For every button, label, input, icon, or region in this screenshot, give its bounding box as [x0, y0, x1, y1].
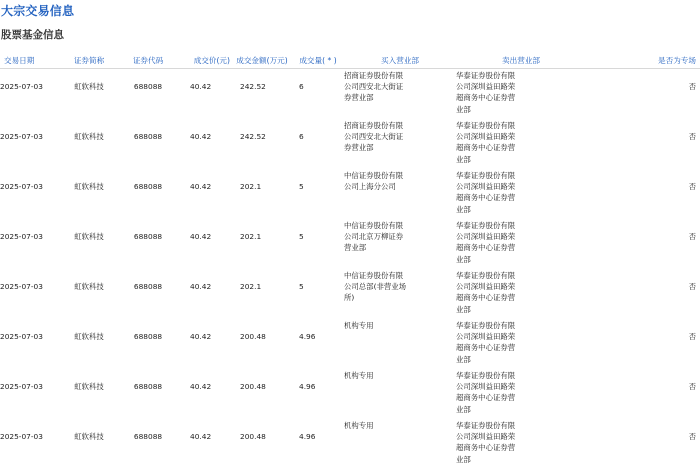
- cell-buyer-branch-text: 中信证券股份有限公司北京万柳证券营业部: [344, 221, 404, 253]
- cell-buyer-branch-text: 机构专用: [344, 321, 374, 330]
- cell-seller-branch-text: 华泰证券股份有限公司深圳益田路荣超商务中心证券营业部: [456, 171, 516, 214]
- cell-seller-branch: [456, 369, 586, 419]
- cell-security-code-text: 688088: [133, 82, 163, 91]
- cell-is-block-text: 否: [688, 332, 696, 341]
- cell-trade-amount-text: 202.1: [240, 182, 262, 191]
- cell-is-block: [586, 69, 700, 120]
- cell-security-name: [60, 319, 118, 369]
- cell-trade-date: [0, 269, 60, 319]
- cell-security-name: [60, 119, 118, 169]
- cell-security-code: [118, 169, 178, 219]
- cell-seller-branch-text: 华泰证券股份有限公司深圳益田路荣超商务中心证券营业部: [456, 121, 516, 164]
- cell-is-block-text: 否: [688, 82, 696, 91]
- header-is-block[interactable]: 是否为专场: [586, 52, 700, 69]
- table-row: [0, 169, 700, 219]
- cell-buyer-branch: [344, 369, 456, 419]
- cell-seller-branch-text: 华泰证券股份有限公司深圳益田路荣超商务中心证券营业部: [456, 321, 516, 364]
- cell-security-name-text: 虹软科技: [74, 182, 104, 191]
- cell-buyer-branch-text: 机构专用: [344, 421, 374, 430]
- cell-trade-amount: [232, 119, 292, 169]
- cell-is-block: [586, 319, 700, 369]
- cell-security-code: [118, 219, 178, 269]
- cell-trade-amount-text: 200.48: [240, 432, 266, 441]
- cell-is-block-text: 否: [688, 282, 696, 291]
- cell-security-name: [60, 369, 118, 419]
- cell-trade-volume: [292, 269, 344, 319]
- header-trade-date[interactable]: 交易日期: [0, 52, 60, 69]
- cell-trade-price-text: 40.42: [190, 82, 212, 91]
- cell-trade-date: [0, 369, 60, 419]
- cell-trade-volume-text: 5: [299, 282, 304, 291]
- cell-trade-price-text: 40.42: [190, 132, 212, 141]
- table-row: [0, 69, 700, 120]
- cell-trade-amount: [232, 369, 292, 419]
- cell-buyer-branch-text: 机构专用: [344, 371, 374, 380]
- cell-seller-branch-text: 华泰证券股份有限公司深圳益田路荣超商务中心证券营业部: [456, 421, 516, 464]
- cell-trade-date-text: 2025-07-03: [0, 432, 43, 441]
- cell-buyer-branch-text: 中信证券股份有限公司总部(非营业场所): [344, 271, 407, 303]
- cell-seller-branch: [456, 169, 586, 219]
- cell-trade-date-text: 2025-07-03: [0, 382, 43, 391]
- cell-buyer-branch: [344, 219, 456, 269]
- cell-trade-volume-text: 4.96: [299, 382, 316, 391]
- cell-buyer-branch: [344, 269, 456, 319]
- table-row: [0, 119, 700, 169]
- table-header: [0, 52, 700, 69]
- cell-security-code: [118, 319, 178, 369]
- cell-trade-volume: [292, 369, 344, 419]
- cell-trade-date: [0, 119, 60, 169]
- cell-trade-amount: [232, 269, 292, 319]
- cell-seller-branch: [456, 69, 586, 120]
- cell-trade-price-text: 40.42: [190, 382, 212, 391]
- cell-trade-amount: [232, 419, 292, 469]
- header-trade-amount[interactable]: 成交金额(万元): [232, 52, 292, 69]
- cell-trade-volume: [292, 169, 344, 219]
- cell-security-code: [118, 269, 178, 319]
- cell-trade-price-text: 40.42: [190, 432, 212, 441]
- cell-security-name-text: 虹软科技: [74, 82, 104, 91]
- cell-is-block-text: 否: [688, 432, 696, 441]
- cell-security-code-text: 688088: [133, 232, 163, 241]
- cell-security-name: [60, 169, 118, 219]
- cell-trade-date: [0, 69, 60, 120]
- cell-is-block: [586, 119, 700, 169]
- cell-trade-price: [178, 69, 232, 120]
- cell-trade-volume-text: 6: [299, 82, 304, 91]
- cell-security-code-text: 688088: [133, 332, 163, 341]
- cell-security-name-text: 虹软科技: [74, 432, 104, 441]
- cell-trade-amount-text: 200.48: [240, 382, 266, 391]
- cell-trade-date: [0, 319, 60, 369]
- cell-buyer-branch-text: 招商证券股份有限公司西安北大街证券营业部: [344, 71, 404, 103]
- cell-trade-amount: [232, 219, 292, 269]
- cell-trade-date: [0, 419, 60, 469]
- header-trade-price[interactable]: 成交价(元): [178, 52, 232, 69]
- header-trade-volume[interactable]: 成交量( * ): [292, 52, 344, 69]
- cell-seller-branch-text: 华泰证券股份有限公司深圳益田路荣超商务中心证券营业部: [456, 221, 516, 264]
- cell-is-block: [586, 369, 700, 419]
- cell-security-code-text: 688088: [133, 382, 163, 391]
- cell-seller-branch-text: 华泰证券股份有限公司深圳益田路荣超商务中心证券营业部: [456, 71, 516, 114]
- cell-security-name: [60, 219, 118, 269]
- cell-security-code-text: 688088: [133, 132, 163, 141]
- page-title: 大宗交易信息: [1, 4, 75, 18]
- cell-security-name-text: 虹软科技: [74, 332, 104, 341]
- header-buyer-branch[interactable]: 买入营业部: [344, 52, 456, 69]
- cell-trade-date-text: 2025-07-03: [0, 132, 43, 141]
- table-row: [0, 219, 700, 269]
- cell-buyer-branch: [344, 119, 456, 169]
- cell-trade-date-text: 2025-07-03: [0, 82, 43, 91]
- cell-seller-branch-text: 华泰证券股份有限公司深圳益田路荣超商务中心证券营业部: [456, 271, 516, 314]
- cell-buyer-branch-text: 中信证券股份有限公司上海分公司: [344, 171, 404, 192]
- cell-is-block-text: 否: [688, 132, 696, 141]
- cell-security-code: [118, 369, 178, 419]
- cell-security-name-text: 虹软科技: [74, 382, 104, 391]
- cell-security-name: [60, 69, 118, 120]
- cell-trade-amount-text: 242.52: [240, 82, 266, 91]
- cell-trade-amount: [232, 69, 292, 120]
- cell-trade-volume-text: 6: [299, 132, 304, 141]
- cell-seller-branch: [456, 419, 586, 469]
- table-row: [0, 369, 700, 419]
- cell-trade-price: [178, 169, 232, 219]
- cell-trade-amount: [232, 169, 292, 219]
- cell-buyer-branch: [344, 169, 456, 219]
- cell-trade-price-text: 40.42: [190, 182, 212, 191]
- cell-trade-price: [178, 119, 232, 169]
- cell-trade-volume-text: 5: [299, 232, 304, 241]
- cell-trade-price: [178, 269, 232, 319]
- cell-trade-volume: [292, 69, 344, 120]
- cell-security-name-text: 虹软科技: [74, 232, 104, 241]
- cell-trade-price: [178, 369, 232, 419]
- cell-is-block: [586, 419, 700, 469]
- cell-security-name-text: 虹软科技: [74, 132, 104, 141]
- cell-is-block: [586, 269, 700, 319]
- cell-trade-amount: [232, 319, 292, 369]
- cell-trade-volume-text: 5: [299, 182, 304, 191]
- cell-trade-amount-text: 202.1: [240, 232, 262, 241]
- cell-trade-volume: [292, 219, 344, 269]
- cell-trade-volume: [292, 419, 344, 469]
- cell-trade-volume: [292, 319, 344, 369]
- cell-is-block: [586, 219, 700, 269]
- header-security-name[interactable]: 证券简称: [60, 52, 118, 69]
- cell-security-name: [60, 269, 118, 319]
- table-header-row: [0, 52, 700, 69]
- cell-seller-branch: [456, 219, 586, 269]
- cell-trade-price-text: 40.42: [190, 232, 212, 241]
- cell-buyer-branch: [344, 419, 456, 469]
- cell-seller-branch: [456, 319, 586, 369]
- cell-trade-volume: [292, 119, 344, 169]
- cell-is-block-text: 否: [688, 382, 696, 391]
- cell-seller-branch: [456, 269, 586, 319]
- cell-trade-date-text: 2025-07-03: [0, 332, 43, 341]
- cell-is-block-text: 否: [688, 182, 696, 191]
- cell-trade-date-text: 2025-07-03: [0, 282, 43, 291]
- header-security-code[interactable]: 证券代码: [118, 52, 178, 69]
- section-title: 股票基金信息: [1, 29, 64, 41]
- table-row: [0, 419, 700, 469]
- cell-buyer-branch: [344, 69, 456, 120]
- cell-seller-branch: [456, 119, 586, 169]
- cell-buyer-branch-text: 招商证券股份有限公司西安北大街证券营业部: [344, 121, 404, 153]
- cell-buyer-branch: [344, 319, 456, 369]
- cell-security-code: [118, 119, 178, 169]
- cell-trade-volume-text: 4.96: [299, 332, 316, 341]
- cell-is-block: [586, 169, 700, 219]
- cell-trade-date-text: 2025-07-03: [0, 232, 43, 241]
- cell-trade-price: [178, 419, 232, 469]
- table-body: [0, 69, 700, 470]
- cell-security-code-text: 688088: [133, 432, 163, 441]
- cell-trade-date-text: 2025-07-03: [0, 182, 43, 191]
- cell-trade-price: [178, 319, 232, 369]
- cell-security-code-text: 688088: [133, 282, 163, 291]
- cell-seller-branch-text: 华泰证券股份有限公司深圳益田路荣超商务中心证券营业部: [456, 371, 516, 414]
- cell-security-code: [118, 419, 178, 469]
- table-row: [0, 319, 700, 369]
- cell-trade-price-text: 40.42: [190, 332, 212, 341]
- cell-trade-volume-text: 4.96: [299, 432, 316, 441]
- table-row: [0, 269, 700, 319]
- cell-security-code: [118, 69, 178, 120]
- cell-security-code-text: 688088: [133, 182, 163, 191]
- block-trade-table: [0, 52, 700, 469]
- cell-trade-amount-text: 242.52: [240, 132, 266, 141]
- cell-trade-date: [0, 169, 60, 219]
- cell-security-name-text: 虹软科技: [74, 282, 104, 291]
- cell-trade-amount-text: 202.1: [240, 282, 262, 291]
- header-seller-branch[interactable]: 卖出营业部: [456, 52, 586, 69]
- cell-trade-amount-text: 200.48: [240, 332, 266, 341]
- cell-trade-price-text: 40.42: [190, 282, 212, 291]
- cell-trade-price: [178, 219, 232, 269]
- cell-trade-date: [0, 219, 60, 269]
- cell-security-name: [60, 419, 118, 469]
- cell-is-block-text: 否: [688, 232, 696, 241]
